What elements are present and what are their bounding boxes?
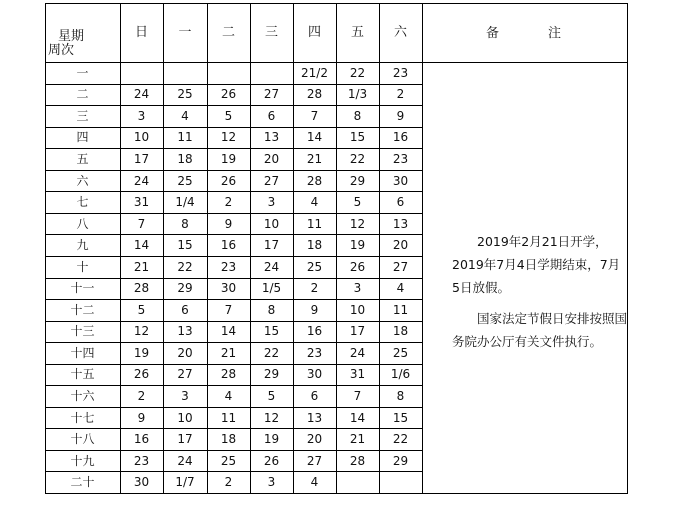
date-cell: 20	[392, 238, 409, 253]
week-number-cell: 八	[76, 216, 89, 231]
date-cell: 7	[137, 216, 146, 231]
date-cell: 30	[133, 475, 150, 490]
date-cell: 22	[349, 151, 366, 166]
header-week-number-label: 周次	[48, 43, 75, 58]
date-cell: 13	[306, 410, 323, 425]
week-number-cell: 五	[76, 151, 89, 166]
date-cell: 28	[133, 281, 150, 296]
date-cell: 2	[224, 195, 233, 210]
date-cell: 9	[137, 410, 146, 425]
date-cell: 26	[220, 87, 237, 102]
weekday-header-cell: 二	[221, 25, 235, 40]
date-cell: 15	[392, 410, 409, 425]
week-number-cell: 十三	[70, 324, 95, 339]
date-cell: 15	[177, 238, 193, 253]
date-cell: 2	[396, 87, 405, 102]
date-cell: 3	[267, 475, 276, 490]
date-cell: 21	[220, 345, 237, 360]
week-number-cell: 十	[76, 259, 89, 274]
date-cell: 10	[177, 410, 193, 425]
date-cell: 4	[396, 281, 405, 296]
remarks-paragraph-1: 2019年2月21日开学，2019年7月4日学期结束，7月5日放假。	[452, 234, 621, 295]
date-cell: 1/3	[347, 87, 368, 102]
date-cell: 6	[310, 389, 319, 404]
date-cell: 8	[267, 302, 276, 317]
date-cell: 1/7	[175, 475, 195, 490]
date-cell: 10	[133, 130, 150, 145]
date-cell: 19	[220, 151, 237, 166]
date-cell: 28	[306, 87, 323, 102]
date-cell: 30	[306, 367, 323, 382]
date-cell: 11	[177, 130, 193, 145]
weekday-header-cell: 五	[350, 25, 364, 40]
date-cell: 30	[392, 173, 409, 188]
date-cell: 11	[220, 410, 237, 425]
date-cell: 20	[263, 151, 280, 166]
date-cell: 6	[396, 195, 405, 210]
date-cell: 10	[263, 216, 280, 231]
date-cell	[120, 62, 163, 84]
week-number-cell: 十八	[70, 432, 95, 447]
date-cell: 12	[263, 410, 280, 425]
date-cell: 27	[306, 453, 323, 468]
date-cell: 22	[177, 259, 193, 274]
remarks-content	[452, 230, 627, 361]
date-cell: 18	[177, 151, 193, 166]
date-cell: 24	[263, 259, 280, 274]
date-cell: 25	[306, 259, 323, 274]
date-cell: 3	[137, 108, 146, 123]
date-cell: 29	[177, 281, 193, 296]
date-cell: 23	[220, 259, 237, 274]
date-cell: 1/5	[261, 281, 282, 296]
date-cell: 31	[349, 367, 366, 382]
week-number-cell: 二十	[70, 475, 95, 490]
date-cell: 24	[133, 173, 150, 188]
date-cell: 30	[220, 281, 237, 296]
week-number-cell: 十五	[70, 367, 95, 382]
date-cell: 26	[263, 453, 280, 468]
date-cell: 15	[349, 130, 366, 145]
date-cell: 25	[220, 453, 237, 468]
weekday-header-cell: 四	[307, 25, 321, 40]
date-cell: 9	[310, 302, 319, 317]
date-cell: 1/6	[390, 367, 411, 382]
date-cell: 21	[133, 259, 150, 274]
week-number-cell: 十四	[70, 345, 95, 360]
grid-hline	[45, 493, 628, 494]
date-cell: 20	[306, 432, 323, 447]
date-cell: 28	[220, 367, 237, 382]
date-cell: 11	[306, 216, 323, 231]
date-cell: 31	[133, 195, 150, 210]
date-cell: 11	[392, 302, 409, 317]
date-cell: 17	[133, 151, 150, 166]
date-cell: 24	[133, 87, 150, 102]
date-cell: 2	[224, 475, 233, 490]
weekday-header-cell: 一	[178, 25, 192, 40]
date-cell: 23	[306, 345, 323, 360]
date-cell: 6	[181, 302, 189, 317]
date-cell: 7	[353, 389, 362, 404]
date-cell: 19	[263, 432, 280, 447]
date-cell: 26	[133, 367, 150, 382]
week-number-cell: 一	[76, 65, 89, 80]
date-cell: 26	[349, 259, 366, 274]
week-number-cell: 十六	[70, 389, 95, 404]
date-cell	[379, 471, 422, 493]
date-cell: 22	[349, 65, 366, 80]
remarks-header-char-2: 注	[548, 26, 562, 41]
date-cell: 4	[310, 195, 319, 210]
date-cell: 14	[133, 238, 150, 253]
date-cell: 28	[349, 453, 366, 468]
date-cell: 26	[220, 173, 237, 188]
week-number-cell: 四	[76, 130, 89, 145]
date-cell: 18	[306, 238, 323, 253]
date-cell: 25	[177, 173, 193, 188]
date-cell: 2	[310, 281, 319, 296]
week-number-cell: 七	[76, 195, 89, 210]
date-cell: 5	[137, 302, 146, 317]
date-cell: 13	[177, 324, 193, 339]
week-number-cell: 十九	[70, 453, 95, 468]
date-cell: 1/4	[175, 195, 195, 210]
date-cell: 20	[177, 345, 193, 360]
weekday-header-cell: 三	[264, 25, 278, 40]
date-cell: 8	[396, 389, 405, 404]
date-cell: 8	[181, 216, 189, 231]
remarks-paragraph-2: 国家法定节假日安排按照国务院办公厅有关文件执行。	[452, 311, 628, 349]
date-cell: 29	[349, 173, 366, 188]
date-cell: 21	[349, 432, 366, 447]
grid-vline	[627, 3, 628, 494]
date-cell: 15	[263, 324, 280, 339]
date-cell: 21/2	[301, 65, 328, 80]
date-cell	[250, 62, 293, 84]
week-number-cell: 十二	[70, 302, 95, 317]
date-cell: 29	[392, 453, 409, 468]
date-cell: 7	[310, 108, 319, 123]
date-cell: 27	[177, 367, 193, 382]
date-cell: 17	[349, 324, 366, 339]
date-cell: 17	[263, 238, 280, 253]
date-cell: 5	[224, 108, 233, 123]
date-cell	[207, 62, 250, 84]
date-cell: 10	[349, 302, 366, 317]
date-cell: 13	[263, 130, 280, 145]
weekday-header-cell: 日	[134, 25, 148, 40]
date-cell: 5	[267, 389, 276, 404]
date-cell: 17	[177, 432, 193, 447]
date-cell: 18	[392, 324, 409, 339]
date-cell: 3	[181, 389, 189, 404]
header-weekday-label: 星期	[58, 29, 85, 44]
date-cell: 27	[263, 87, 280, 102]
date-cell: 25	[177, 87, 193, 102]
date-cell: 21	[306, 151, 323, 166]
grid-vline	[422, 3, 423, 494]
date-cell: 23	[392, 151, 409, 166]
date-cell: 28	[306, 173, 323, 188]
date-cell: 23	[133, 453, 150, 468]
week-number-cell: 二	[76, 87, 89, 102]
date-cell: 8	[353, 108, 362, 123]
date-cell: 12	[349, 216, 366, 231]
weekday-header-cell: 六	[393, 25, 407, 40]
date-cell: 14	[349, 410, 366, 425]
date-cell: 13	[392, 216, 409, 231]
date-cell: 12	[220, 130, 237, 145]
week-number-cell: 六	[76, 173, 89, 188]
date-cell: 4	[310, 475, 319, 490]
date-cell: 5	[353, 195, 362, 210]
date-cell: 29	[263, 367, 280, 382]
header-corner-cell	[45, 3, 120, 62]
date-cell: 14	[220, 324, 237, 339]
date-cell: 18	[220, 432, 237, 447]
date-cell: 7	[224, 302, 233, 317]
date-cell: 24	[349, 345, 366, 360]
week-number-cell: 九	[76, 238, 89, 253]
date-cell: 27	[263, 173, 280, 188]
date-cell: 25	[392, 345, 409, 360]
date-cell: 22	[392, 432, 409, 447]
date-cell: 14	[306, 130, 323, 145]
date-cell: 16	[392, 130, 409, 145]
date-cell: 27	[392, 259, 409, 274]
date-cell: 24	[177, 453, 193, 468]
date-cell: 16	[306, 324, 323, 339]
date-cell: 12	[133, 324, 150, 339]
week-number-cell: 十一	[70, 281, 95, 296]
week-number-cell: 三	[76, 108, 89, 123]
date-cell: 19	[349, 238, 366, 253]
date-cell: 6	[267, 108, 276, 123]
date-cell: 4	[224, 389, 233, 404]
date-cell: 4	[181, 108, 189, 123]
date-cell: 9	[224, 216, 233, 231]
date-cell: 3	[267, 195, 276, 210]
date-cell: 2	[137, 389, 146, 404]
date-cell: 16	[220, 238, 237, 253]
date-cell: 19	[133, 345, 150, 360]
date-cell: 9	[396, 108, 405, 123]
date-cell: 3	[353, 281, 362, 296]
date-cell	[336, 471, 379, 493]
week-number-cell: 十七	[70, 410, 95, 425]
date-cell: 23	[392, 65, 409, 80]
date-cell	[163, 62, 207, 84]
date-cell: 16	[133, 432, 150, 447]
date-cell: 22	[263, 345, 280, 360]
remarks-header-char-1: 备	[486, 26, 500, 41]
